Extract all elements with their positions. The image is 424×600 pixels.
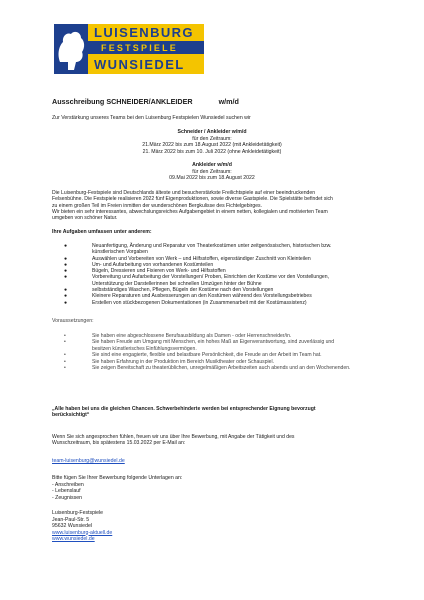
list-item: ● Vorbereitung und Aufarbeitung der Vorstellungen/ Proben, Einrichten der Kostüme vor den Vorstellungen, Unterstützung der Darstellerinnen bei schnellen Umzügen hinter der Bühne [64, 274, 330, 287]
list-item: • Sie sind eine engagierte, flexible und belastbare Persönlichkeit, die Freude an der Arbeit im Team hat. [64, 352, 322, 359]
luisenburg-logo [54, 24, 204, 74]
tasks-list [54, 243, 384, 306]
tree-emblem-icon [54, 24, 88, 74]
logo-line-1: LUISENBURG [94, 25, 194, 40]
position1-title: Schneider / Ankleider w/m/d [177, 129, 247, 135]
tasks-heading: Ihre Aufgaben umfassen unter anderem: [52, 229, 152, 235]
list-item: ● Auswählen und Vorbereiten von Werk – und Hilfsstoffen, eigenständiger Zuschnitt von Kleinteilen [64, 255, 311, 262]
position1-period-2: 21. März 2022 bis zum 10. Juli 2022 (ohne Ankleidetätigkeit) [142, 148, 282, 155]
list-item: • Sie haben Freude am Umgang mit Menschen, ein hohes Maß an Eigenverantwortung, sind zuverlässig und besitzen künstlerisches Einfühlungsvermögen. [64, 339, 335, 352]
list-item: • Sie haben eine abgeschlossene Berufsausbildung als Damen - oder Herrenschneider/in. [64, 333, 292, 339]
list-item: • Sie zeigen Bereitschaft zu theaterüblichen, unregelmäßigen Arbeitszeiten auch abends und an den Wochenenden. [64, 365, 351, 372]
address-street: Jean-Paul-Str. 5 [52, 516, 90, 523]
position2-period-1: 09.Mai 2022 bis zum 18.August 2022 [169, 175, 255, 181]
website-link-wunsiedel[interactable]: www.wunsiedel.de [52, 536, 95, 542]
documents-heading: Bitte fügen Sie Ihrer Bewerbung folgende Unterlagen an: [52, 475, 183, 481]
document-item: - Zeugnissen [52, 494, 82, 501]
website-link-luisenburg[interactable]: www.luisenburg-aktuell.de [52, 529, 113, 536]
document-item: - Anschreiben [52, 481, 84, 488]
list-item: ● Um- und Aufarbeitung von vorhandenen Kostümteilen [64, 261, 214, 268]
requirements-list [54, 333, 384, 371]
logo-line-3: WUNSIEDEL [94, 57, 185, 72]
position1-period-1: 21.März 2022 bis zum 18.August 2022 (mit Ankleidetätigkeit) [142, 142, 282, 148]
list-item: • Sie haben Erfahrung in der Produktion im Bereich Musiktheater oder Schauspiel. [64, 358, 275, 365]
apply-paragraph: Wenn Sie sich angesprochen fühlen, freuen wir uns über Ihre Bewerbung, mit Angabe der Tätigkeit und des Wunschzeitraum, bis spätestens 15.03.2022 per E-Mail an: [52, 434, 295, 447]
requirements-heading: Voraussetzungen: [52, 318, 94, 324]
list-item: ● Neuanfertigung, Änderung und Reparatur von Theaterkostümen unter zeitgenössischen, historischen bzw. künstlerischen Vorgaben [64, 243, 332, 256]
address-name: Luisenburg-Festspiele [52, 510, 104, 516]
position2-period-label: für den Zeitraum: [192, 168, 232, 175]
position2-title: Ankleider w/m/d [192, 162, 232, 168]
equal-chances-note: „Alle haben bei uns die gleichen Chancen. Schwerbehinderte werden bei entsprechender Eignung bevorzugt berücksichtigt“ [52, 406, 316, 419]
list-item: ● Kleinere Reparaturen und Ausbesserungen an den Kostümen während des Vorstellungsbetriebes [64, 293, 312, 300]
document-item: - Lebenslauf [52, 488, 81, 494]
about-paragraph: Die Luisenburg-Festspiele sind Deutschlands älteste und besucherstärkste Freilichtspiele auf einer beeindruckenden Felsenbühne. Die Festspiele realisieren 2022 fünf Eigenproduktionen, sowie diverse Gastspiele. Die Spielstätte befindet sich zu einem großen Teil im Freien inmitten der wunderschönen Bergkulisse des Fichtelgebirges. Wir bieten ein sehr interessantes, abwechslungsreiches Aufgabengebiet in einem netten, kollegialen und motivierten Team umgeben von schöner Natur. [52, 190, 333, 222]
page-title: Ausschreibung SCHNEIDER/ANKLEIDER w/m/d [52, 97, 239, 106]
position1-period-label: für den Zeitraum: [192, 135, 232, 142]
list-item: ● Erstellen von stückbezogenen Dokumentationen (in Zusammenarbeit mit der Kostümassistenz) [64, 299, 307, 306]
intro-text: Zur Verstärkung unseres Teams bei den Luisenburg Festspielen Wunsiedel suchen wir [52, 115, 251, 121]
list-item: ● Bügeln, Dressieren und Fixieren von Werk- und Hilfsstoffen [64, 268, 226, 275]
list-item: ● selbstständiges Waschen, Pflegen, Bügeln der Kostüme nach den Vorstellungen [64, 287, 274, 294]
email-link[interactable]: team-luisenburg@wunsiedel.de [52, 458, 125, 464]
logo-line-2: FESTSPIELE [101, 43, 179, 53]
address-city: 95632 Wunsiedel [52, 523, 92, 529]
gender-suffix: w/m/d [218, 97, 239, 106]
